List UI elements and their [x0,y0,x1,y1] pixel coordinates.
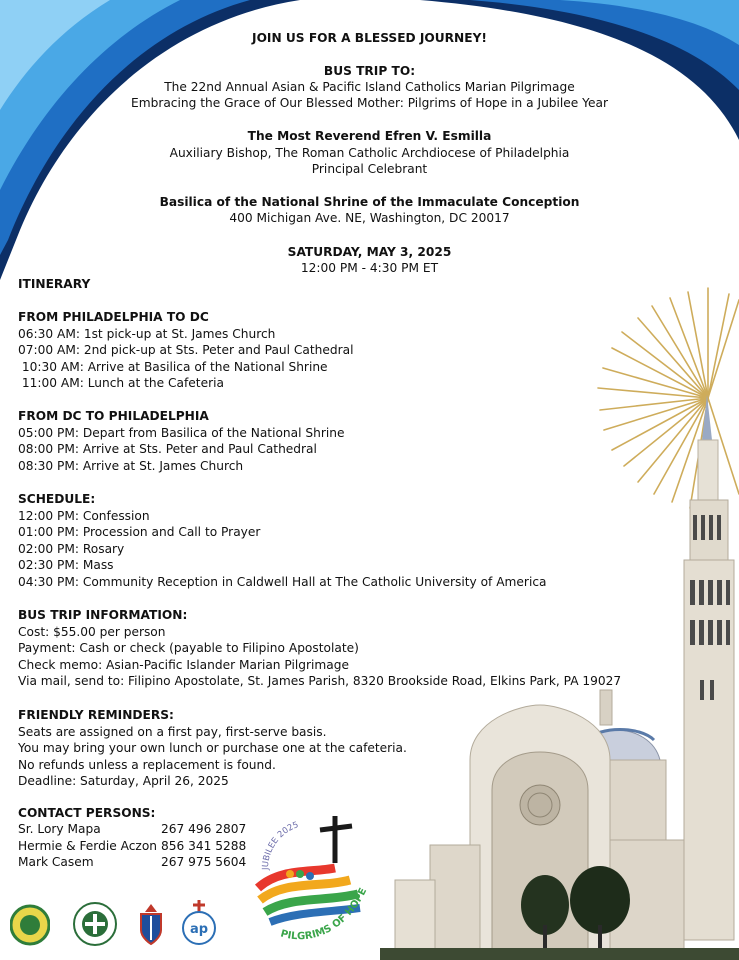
schedule-section [18,491,547,591]
contact-row [18,821,246,838]
list-item: Cost: $55.00 per person [18,624,166,639]
contact-phone: 267 496 2807 [161,822,247,836]
usccb-seal-logo [73,902,117,946]
list-item: You may bring your own lunch or purchase one at the cafeteria. [18,741,407,756]
contact-name: Hermie & Ferdie Aczon [18,838,158,853]
filipino-apostolate-logo [179,898,219,946]
contact-name: Sr. Lory Mapa [18,822,101,836]
celebrant-name: The Most Reverend Efren V. Esmilla [247,129,492,143]
event-line-2: Embracing the Grace of Our Blessed Mother: Pilgrims of Hope in a Jubilee Year [131,96,608,110]
list-item: 10:30 AM: Arrive at Basilica of the National Shrine [18,359,328,374]
list-item: 08:00 PM: Arrive at Sts. Peter and Paul Cathedral [18,442,317,457]
event-time: 12:00 PM - 4:30 PM ET [300,261,439,275]
contact-phone: 267 975 5604 [161,855,247,870]
contacts-heading: CONTACT PERSONS: [18,806,156,820]
celebrant-title: Auxiliary Bishop, The Roman Catholic Archdiocese of Philadelphia [169,146,570,160]
venue-name: Basilica of the National Shrine of the Immaculate Conception [159,195,580,209]
contact-row [18,838,246,855]
list-item: Seats are assigned on a first pay, first-serve basis. [18,724,327,739]
contacts-list [18,821,246,871]
contact-name: Mark Casem [18,855,94,870]
section-heading: FROM PHILADELPHIA TO DC [18,310,209,324]
itinerary-heading: ITINERARY [18,277,91,291]
itinerary-to-phl [18,408,344,474]
list-item: 02:00 PM: Rosary [18,541,125,556]
section-heading: BUS TRIP INFORMATION: [18,608,188,622]
list-item: 08:30 PM: Arrive at St. James Church [18,458,244,473]
list-item: 02:30 PM: Mass [18,558,114,573]
contact-phone: 856 341 5288 [161,838,247,853]
list-item: Check memo: Asian-Pacific Islander Marian Pilgrimage [18,657,349,672]
list-item: Via mail, send to: Filipino Apostolate, St. James Parish, 8320 Brookside Road, Elkins Park, PA 19027 [18,674,622,689]
section-heading: FROM DC TO PHILADELPHIA [18,409,209,423]
jubilee-bottom-text: PILGRIMS OF HOPE [279,886,370,943]
archdiocese-crest-logo [137,902,165,946]
list-item: 11:00 AM: Lunch at the Cafeteria [18,376,224,391]
itinerary-to-dc [18,309,353,392]
list-item: 12:00 PM: Confession [18,508,150,523]
list-item: No refunds unless a replacement is found. [18,757,276,772]
list-item: Payment: Cash or check (payable to Filipino Apostolate) [18,641,359,656]
svg-text:JUBILEE 2025 [261,820,300,871]
seal-logo-1 [10,903,50,947]
list-item: Deadline: Saturday, April 26, 2025 [18,774,229,789]
contact-row [18,854,246,871]
ap-logo-text: ap [189,922,209,937]
list-item: 01:00 PM: Procession and Call to Prayer [18,525,261,540]
venue-address: 400 Michigan Ave. NE, Washington, DC 20017 [229,211,510,225]
section-heading: SCHEDULE: [18,492,96,506]
reminders-section [18,707,407,790]
headline: JOIN US FOR A BLESSED JOURNEY! [252,31,487,45]
event-line-1: The 22nd Annual Asian & Pacific Island Catholics Marian Pilgrimage [164,80,575,94]
list-item: 06:30 AM: 1st pick-up at St. James Church [18,326,276,341]
jubilee-arc-text: JUBILEE 2025 [260,820,301,871]
event-date: SATURDAY, MAY 3, 2025 [287,245,452,259]
bus-info-section [18,607,621,690]
jubilee-2025-logo [240,808,380,948]
celebrant-role: Principal Celebrant [311,162,428,176]
list-item: 04:30 PM: Community Reception in Caldwell Hall at The Catholic University of America [18,574,547,589]
list-item: 05:00 PM: Depart from Basilica of the National Shrine [18,425,345,440]
list-item: 07:00 AM: 2nd pick-up at Sts. Peter and Paul Cathedral [18,343,354,358]
bus-trip-label: BUS TRIP TO: [323,64,416,78]
section-heading: FRIENDLY REMINDERS: [18,708,174,722]
